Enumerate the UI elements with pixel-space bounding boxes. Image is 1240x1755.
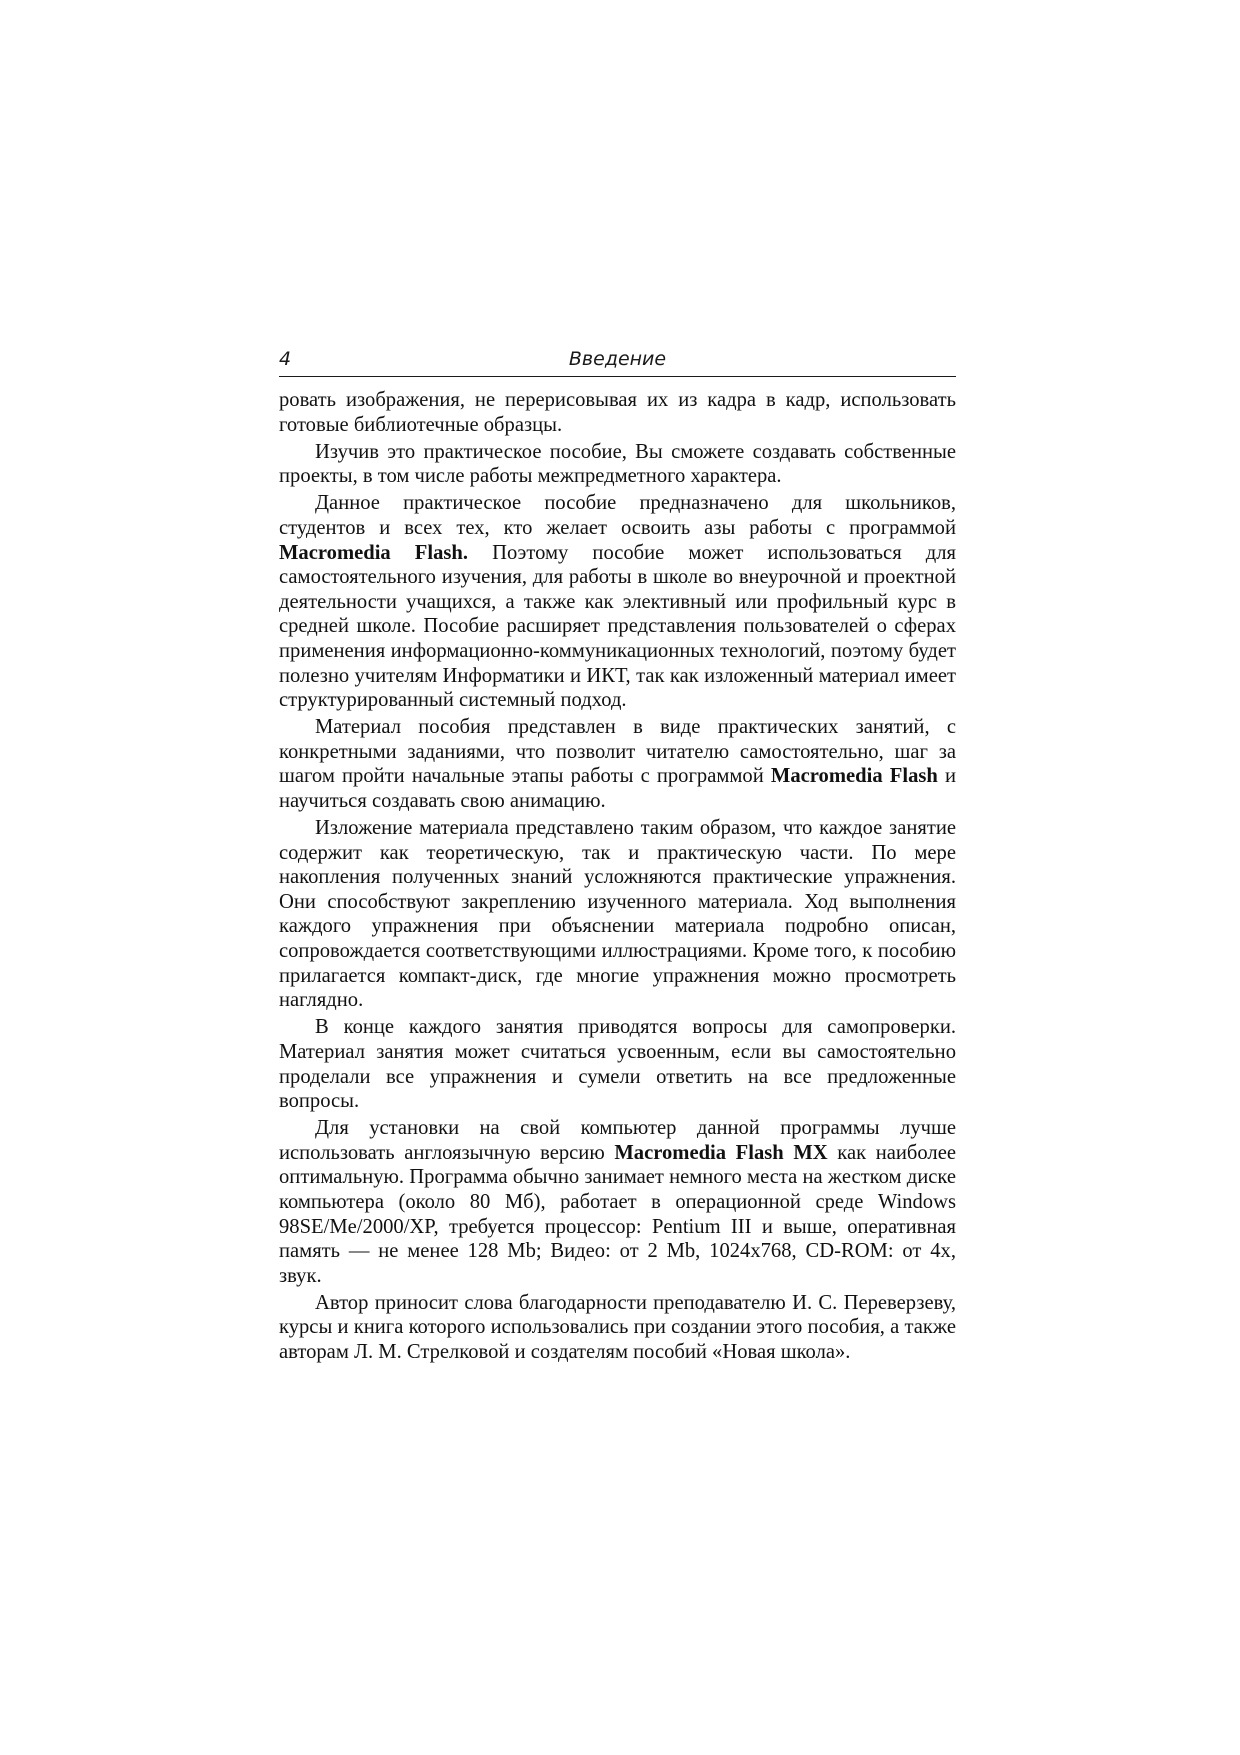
section-title: Введение <box>568 348 667 370</box>
paragraph-text: ровать изображения, не перерисовывая их из кадра в кадр, использовать готовые библиотечные образцы. <box>279 389 956 436</box>
paragraph <box>279 1116 956 1288</box>
paragraph <box>279 1291 956 1365</box>
paragraph-text: Поэтому пособие может использоваться для самостоятельного изучения, для работы в школе во внеурочной и проектной деятельности учащихся, а также как элективный или профильный курс в средней школе. Пособие расширяет представления пользователей о сферах применения информационно-коммуникационных технологий, поэтому будет полезно учителям Информатики и ИКТ, так как изложенный материал имеет структурированный системный подход. <box>279 541 956 712</box>
paragraph-text: Изложение материала представлено таким образом, что каждое занятие содержит как теоретическую, так и практическую части. По мере накопления полученных знаний усложняются практические упражнения. Они способствуют закреплению изученного материала. Ход выполнения каждого упражнения при объяснении материала подробно описан, сопровождается соответствующими иллюстрациями. Кроме того, к пособию прилагается компакт-диск, где многие упражнения можно просмотреть наглядно. <box>279 817 956 1012</box>
paragraph-text: как наиболее оптимальную. Программа обычно занимает немного места на жестком диске компьютера (около 80 Мб), работает в операционной среде Windows 98SE/Me/2000/XP, требуется процессор: Pentium III и выше, оперативная память — не менее 128 Mb; Видео: от 2 Mb, 1024x768, CD-ROM: от 4x, звук. <box>279 1141 956 1287</box>
running-header <box>279 346 956 377</box>
paragraph-text: Данное практическое пособие предназначено для школьников, студентов и всех тех, кто желает освоить азы работы с программой <box>279 492 956 539</box>
paragraph-text: Для установки на свой компьютер данной программы лучше использовать англоязычную версию <box>279 1117 956 1164</box>
program-name: Macromedia Flash <box>770 765 938 788</box>
paragraph <box>279 715 956 813</box>
paragraph-text: В конце каждого занятия приводятся вопросы для самопроверки. Материал занятия может считаться усвоенным, если вы самостоятельно проделали все упражнения и сумели ответить на все предложенные вопросы. <box>279 1016 956 1113</box>
paragraph-text: Материал пособия представлен в виде практических занятий, с конкретными заданиями, что позволит читателю самостоятельно, шаг за шагом пройти начальные этапы работы с программой <box>279 716 956 788</box>
page-number: 4 <box>279 348 292 370</box>
paragraph <box>279 440 956 489</box>
paragraph-text: Автор приносит слова благодарности преподавателю И. С. Переверзеву, курсы и книга которого использовались при создании этого пособия, а также авторам Л. М. Стрелковой и создателям пособий «Новая школа». <box>279 1291 956 1364</box>
program-name: Macromedia Flash MX <box>614 1141 828 1164</box>
paragraph <box>279 388 956 437</box>
paragraph-text: Изучив это практическое пособие, Вы сможете создавать собственные проекты, в том числе работы межпредметного характера. <box>279 440 956 488</box>
program-name: Macromedia Flash. <box>279 541 469 564</box>
paragraph <box>279 816 956 1013</box>
body-text <box>279 388 956 1367</box>
paragraph-text: и научиться создавать свою анимацию. <box>279 765 957 812</box>
paragraph <box>279 491 956 712</box>
paragraph <box>279 1015 956 1113</box>
